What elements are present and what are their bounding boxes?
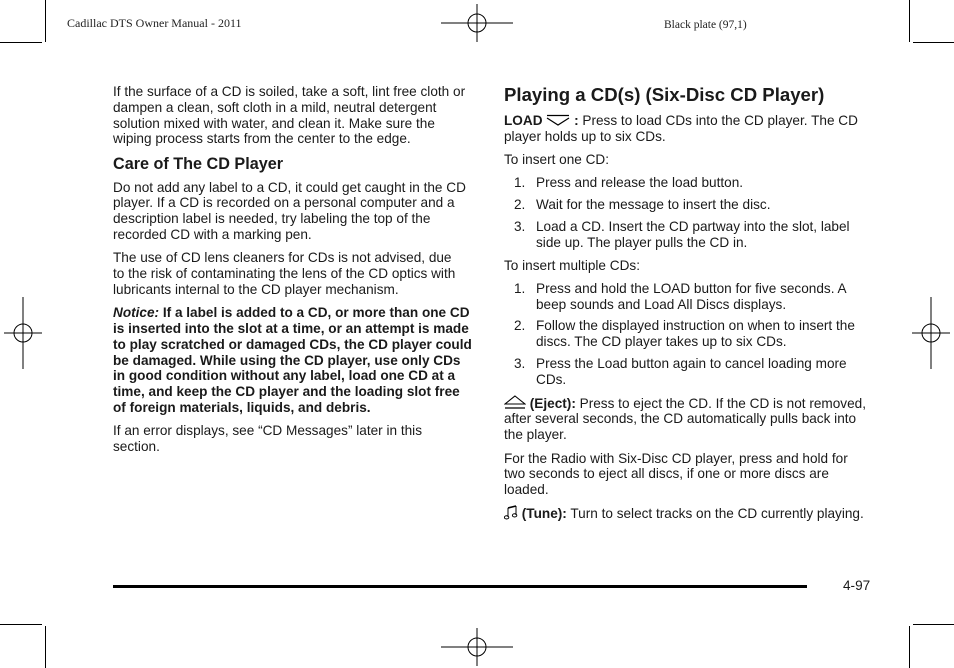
crop-mark — [45, 0, 46, 42]
eject-label: (Eject): — [529, 395, 576, 411]
music-note-icon — [504, 505, 518, 520]
step-number: 3. — [514, 218, 526, 234]
left-column — [113, 84, 475, 462]
notice-paragraph — [113, 305, 475, 416]
step-number: 1. — [514, 280, 526, 296]
insert-multi-steps — [504, 281, 866, 388]
crop-mark — [0, 624, 42, 625]
eject-icon — [504, 395, 526, 410]
insert-one-intro: To insert one CD: — [504, 152, 610, 168]
load-tray-icon — [546, 114, 570, 127]
step-number: 1. — [514, 175, 526, 191]
page-number: 4-97 — [843, 578, 871, 593]
load-colon: : — [574, 113, 579, 128]
manual-title: Cadillac DTS Owner Manual - 2011 — [67, 16, 242, 30]
insert-multi-intro: To insert multiple CDs: — [504, 257, 640, 273]
list-item — [504, 318, 866, 350]
step-number: 2. — [514, 197, 526, 213]
step-text: Wait for the message to insert the disc. — [536, 197, 771, 213]
list-item — [504, 281, 866, 313]
registration-crosshair-icon — [4, 297, 42, 369]
error-paragraph: If an error displays, see “CD Messages” later in this section. — [113, 423, 422, 455]
load-paragraph — [504, 113, 866, 145]
load-text: Press to load CDs into the CD player. The CD player holds up to six CDs. — [504, 113, 858, 144]
load-label: LOAD — [504, 113, 543, 128]
section-title: Playing a CD(s) (Six-Disc CD Player) — [504, 84, 825, 105]
care-paragraph-2: The use of CD lens cleaners for CDs is not advised, due to the risk of contaminating the lens of the CD optics with lubricants internal to the CD player mechanism. — [113, 250, 456, 297]
step-text: Press the Load button again to cancel loading more CDs. — [536, 356, 847, 387]
step-number: 3. — [514, 356, 526, 372]
notice-text: If a label is added to a CD, or more than one CD is inserted into the slot at a time, or an attempt is made to play scratched or damaged CDs, the CD player could be damaged. While using the CD player, use only CDs in good condition without any label, load one CD at a time, and keep the CD player and the loading slot free of foreign materials, liquids, and debris. — [113, 305, 472, 416]
six-disc-eject-paragraph: For the Radio with Six-Disc CD player, press and hold for two seconds to eject all discs, if one or more discs are loaded. — [504, 450, 848, 498]
step-text: Press and release the load button. — [536, 175, 744, 191]
intro-paragraph: If the surface of a CD is soiled, take a soft, lint free cloth or dampen a clean, soft cloth in a mild, neutral detergent solution mixed with water, and clean it. Make sure the wiping process starts from the center to the edge. — [113, 84, 466, 147]
crop-mark — [913, 42, 954, 43]
tune-text: Turn to select tracks on the CD currently playing. — [570, 506, 864, 522]
crop-mark — [913, 624, 954, 625]
step-text: Follow the displayed instruction on when to insert the discs. The CD player takes up to six CDs. — [536, 318, 855, 350]
plate-label: Black plate (97,1) — [664, 19, 747, 31]
list-item — [504, 219, 866, 251]
notice-label: Notice: — [113, 305, 160, 321]
step-text: Press and hold the LOAD button for five seconds. A beep sounds and Load All Discs displays. — [536, 280, 846, 312]
tune-label: (Tune): — [521, 506, 567, 522]
eject-paragraph — [504, 395, 866, 443]
crop-mark — [45, 626, 46, 668]
list-item — [504, 197, 866, 213]
step-number: 2. — [514, 318, 526, 334]
tune-paragraph — [504, 505, 866, 522]
list-item — [504, 175, 866, 191]
crop-mark — [0, 42, 42, 43]
step-text: Load a CD. Insert the CD partway into the slot, label side up. The player pulls the CD in. — [536, 218, 850, 250]
registration-crosshair-icon — [441, 4, 513, 42]
right-column — [504, 84, 866, 530]
crop-mark — [909, 626, 910, 668]
registration-crosshair-icon — [912, 297, 950, 369]
care-heading: Care of The CD Player — [113, 154, 284, 173]
insert-one-steps — [504, 175, 866, 250]
registration-crosshair-icon — [441, 628, 513, 666]
list-item — [504, 356, 866, 388]
eject-text: Press to eject the CD. If the CD is not removed, after several seconds, the CD automatically pulls back into the player. — [504, 395, 866, 443]
care-paragraph-1: Do not add any label to a CD, it could get caught in the CD player. If a CD is recorded on a personal computer and a description label is needed, try labeling the top of the recorded CD with a marking pen. — [113, 179, 466, 243]
crop-mark — [909, 0, 910, 42]
footer-rule — [113, 585, 807, 588]
